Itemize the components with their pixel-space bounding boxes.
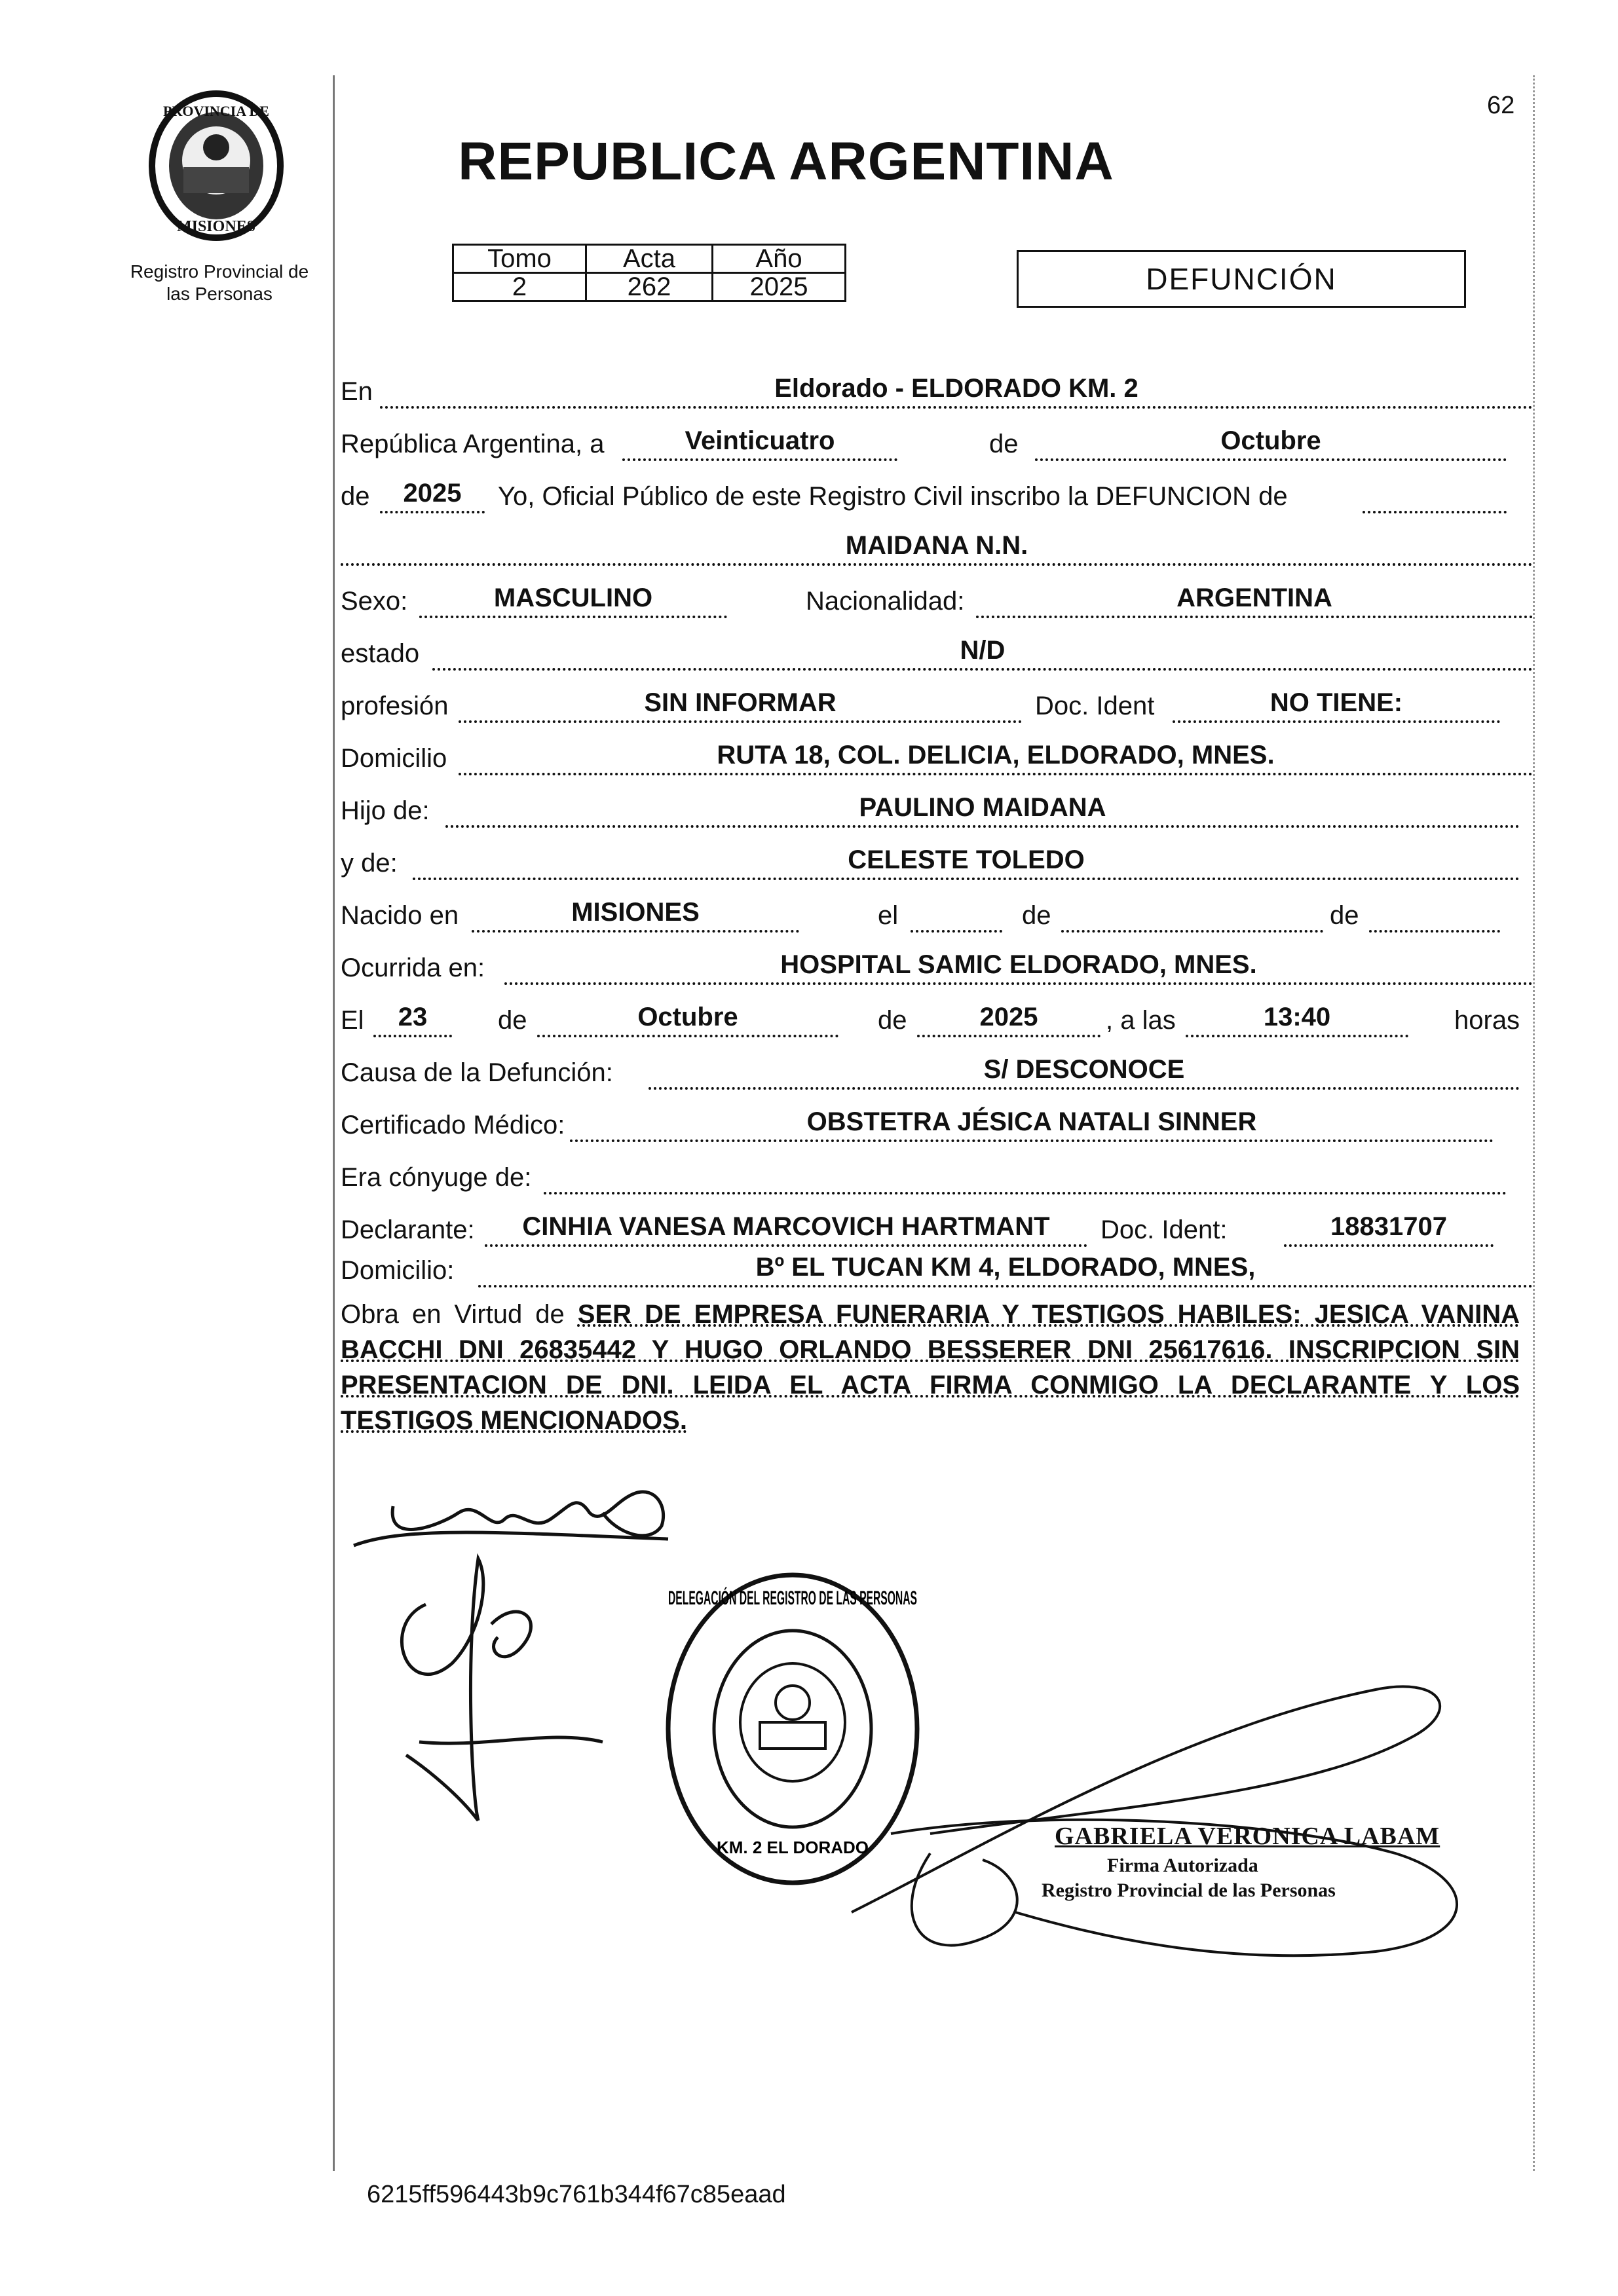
nombre-value: MAIDANA N.N. (341, 529, 1533, 566)
obra-paragraph (341, 1297, 1520, 1438)
hora-value: 13:40 (1186, 1001, 1408, 1037)
nacido-value: MISIONES (472, 896, 799, 933)
domicilio2-label: Domicilio: (341, 1256, 455, 1285)
de4-label: de (1330, 901, 1359, 930)
profesion-label: profesión (341, 692, 449, 720)
signer-org: Registro Provincial de las Personas (1042, 1879, 1336, 1901)
anio-label: Año (713, 245, 846, 273)
el-label: el (878, 901, 899, 930)
de5-label: de (498, 1006, 527, 1035)
declarante-signature (328, 1454, 694, 1912)
hijo-label: Hijo de: (341, 796, 430, 825)
padre-value: PAULINO MAIDANA (445, 791, 1520, 828)
estado-value: N/D (432, 634, 1533, 671)
sexo-value: MASCULINO (419, 582, 727, 618)
footer-hash: 6215ff596443b9c761b344f67c85eaad (367, 2181, 786, 2208)
yo-underline (1363, 477, 1507, 513)
logo-caption (111, 261, 328, 305)
de2-label: de (341, 482, 370, 511)
doc-value: NO TIENE: (1173, 686, 1500, 723)
certificado-label: Certificado Médico: (341, 1111, 565, 1139)
mes-value: Octubre (1035, 424, 1507, 461)
doc-label: Doc. Ident (1035, 692, 1155, 720)
obra-label: Obra en Virtud de (341, 1300, 565, 1329)
conyuge-underline (544, 1158, 1507, 1194)
page-number: 62 (1487, 92, 1515, 119)
seal-text-bottom: MISIONES (176, 218, 256, 235)
logo-caption-line2: las Personas (166, 284, 273, 304)
logo-caption-line1: Registro Provincial de (130, 261, 309, 282)
nacido-dia-underline (911, 896, 1002, 933)
causa-label: Causa de la Defunción: (341, 1058, 613, 1087)
declarante-value: CINHIA VANESA MARCOVICH HARTMANT (485, 1210, 1087, 1247)
domicilio-value: RUTA 18, COL. DELICIA, ELDORADO, MNES. (459, 739, 1533, 775)
ocurrida-value: HOSPITAL SAMIC ELDORADO, MNES. (504, 948, 1533, 985)
domicilio2-value: Bº EL TUCAN KM 4, ELDORADO, MNES, (478, 1251, 1533, 1287)
acta-value: 262 (586, 273, 713, 301)
fecha-anio-value: 2025 (917, 1001, 1101, 1037)
signer-role: Firma Autorizada (1107, 1855, 1258, 1876)
en-value: Eldorado - ELDORADO KM. 2 (380, 372, 1533, 409)
de3-label: de (1022, 901, 1051, 930)
nacionalidad-value: ARGENTINA (976, 582, 1533, 618)
republica-label: República Argentina, a (341, 430, 605, 458)
provincial-seal-logo (144, 88, 288, 246)
declarante-label: Declarante: (341, 1215, 475, 1244)
ocurrida-label: Ocurrida en: (341, 954, 485, 982)
stamp-ring-text: DELEGACIÓN DEL REGISTRO DE LAS PERSONAS (668, 1587, 1145, 1609)
signer-name: GABRIELA VERONICA LABAM (1055, 1823, 1440, 1850)
acta-label: Acta (586, 245, 713, 273)
profesion-value: SIN INFORMAR (459, 686, 1022, 723)
nacido-label: Nacido en (341, 901, 459, 930)
sexo-label: Sexo: (341, 587, 408, 616)
reference-table (452, 244, 846, 302)
dia-texto-value: Veinticuatro (622, 424, 897, 461)
nacido-mes-underline (1061, 896, 1323, 933)
seal-text-top: PROVINCIA DE (163, 103, 269, 119)
causa-value: S/ DESCONOCE (649, 1053, 1520, 1090)
tomo-label: Tomo (453, 245, 586, 273)
page-title: REPUBLICA ARGENTINA (458, 132, 1114, 191)
yo-text: Yo, Oficial Público de este Registro Civil inscribo la DEFUNCION de (498, 482, 1288, 511)
horas-label: horas (1454, 1006, 1520, 1035)
conyuge-label: Era cónyuge de: (341, 1163, 532, 1192)
alas-label: , a las (1106, 1006, 1176, 1035)
doc2-value: 18831707 (1284, 1210, 1494, 1247)
doc2-label: Doc. Ident: (1101, 1215, 1228, 1244)
stamp-inner-text: KM. 2 EL DORADO (716, 1838, 869, 1857)
document-type-box: DEFUNCIÓN (1017, 250, 1466, 308)
obra-value: SER DE EMPRESA FUNERARIA Y TESTIGOS HABILES: JESICA VANINA BACCHI DNI 26835442 Y HUGO ORLANDO BESSERER DNI 25617616. INSCRIPCION SIN PRESENTACION DE DNI. LEIDA EL ACTA FIRMA CONMIGO LA DECLARANTE Y LOS TESTIGOS MENCIONADOS. (341, 1300, 1520, 1435)
nacido-anio-underline (1369, 896, 1500, 933)
certificado-value: OBSTETRA JÉSICA NATALI SINNER (570, 1105, 1494, 1142)
anio-value: 2025 (713, 273, 846, 301)
fecha-mes-value: Octubre (537, 1001, 838, 1037)
madre-value: CELESTE TOLEDO (413, 843, 1520, 880)
nacionalidad-label: Nacionalidad: (806, 587, 965, 616)
el2-label: El (341, 1006, 364, 1035)
yde-label: y de: (341, 849, 398, 878)
authorized-signature (852, 1637, 1539, 1978)
de-label: de (989, 430, 1019, 458)
fecha-dia-value: 23 (373, 1001, 452, 1037)
estado-label: estado (341, 639, 420, 668)
en-label: En (341, 377, 373, 406)
domicilio-label: Domicilio (341, 744, 447, 773)
de6-label: de (878, 1006, 907, 1035)
anio-value-line: 2025 (380, 477, 485, 513)
tomo-value: 2 (453, 273, 586, 301)
